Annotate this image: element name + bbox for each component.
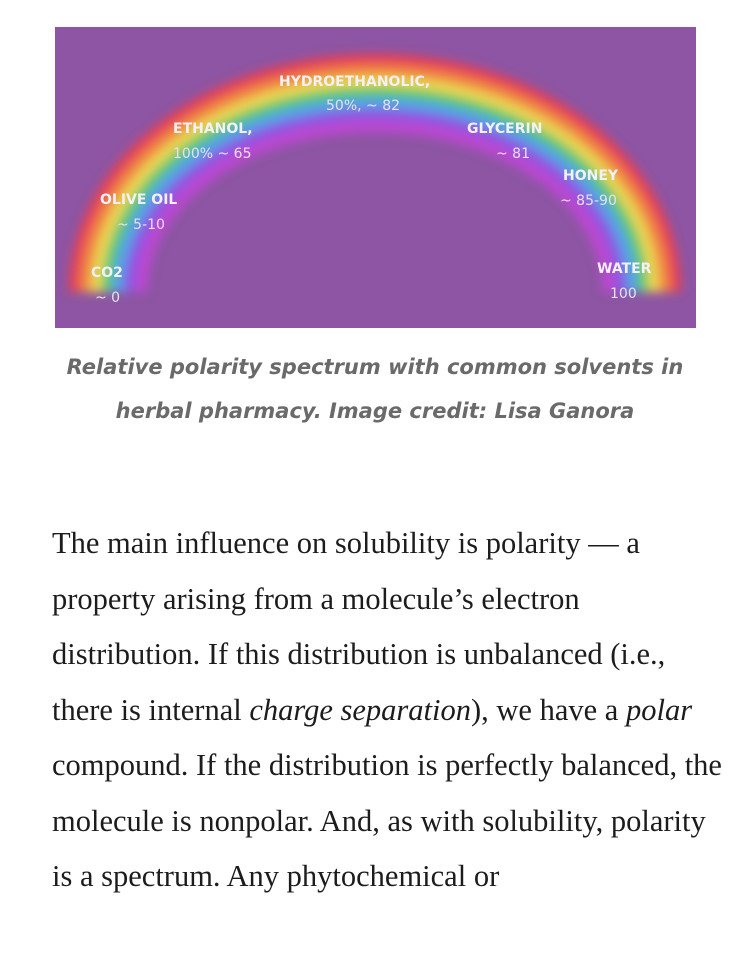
paragraph-emphasis-charge-separation: charge separation bbox=[249, 692, 471, 727]
label-ethanol-name: ETHANOL, bbox=[173, 121, 253, 137]
label-honey-name: HONEY bbox=[563, 168, 619, 184]
label-hydroethanolic-name: HYDROETHANOLIC, bbox=[279, 74, 431, 90]
label-glycerin-value: ~ 81 bbox=[496, 146, 530, 162]
paragraph-text-1: The main influence on solubility is polarity — a property arising from a molecule’s electron distribution. If this distribution is unbalanced (i.e., there is internal bbox=[52, 526, 666, 727]
label-co2-name: CO2 bbox=[91, 265, 123, 281]
label-water-value: 100 bbox=[610, 286, 637, 302]
polarity-spectrum-figure bbox=[55, 27, 696, 328]
label-olive-oil-name: OLIVE OIL bbox=[100, 192, 178, 208]
paragraph-text-2: ), we have a bbox=[471, 692, 626, 727]
label-honey-value: ~ 85-90 bbox=[560, 193, 617, 209]
label-water-name: WATER bbox=[597, 261, 652, 277]
label-co2-value: ~ 0 bbox=[95, 290, 121, 306]
label-olive-oil-value: ~ 5-10 bbox=[117, 217, 165, 233]
label-glycerin-name: GLYCERIN bbox=[467, 121, 543, 137]
label-ethanol-value: 100% ~ 65 bbox=[173, 146, 252, 162]
figure-caption: Relative polarity spectrum with common solvents in herbal pharmacy. Image credit: Lisa Ganora bbox=[66, 355, 684, 423]
paragraph-text-3: compound. If the distribution is perfectly balanced, the molecule is nonpolar. And, as with solubility, polarity is a spectrum. Any phytochemical or bbox=[52, 748, 722, 893]
body-paragraph bbox=[52, 516, 732, 905]
rainbow-image bbox=[55, 27, 696, 328]
paragraph-emphasis-polar: polar bbox=[625, 692, 693, 727]
label-hydroethanolic-value: 50%, ~ 82 bbox=[326, 98, 401, 114]
